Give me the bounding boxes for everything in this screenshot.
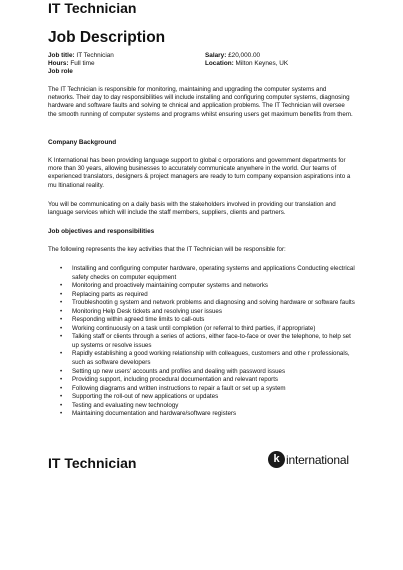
list-item-text: Maintaining documentation and hardware/software registers — [72, 410, 237, 418]
objectives-intro: The following represents the key activities that the IT Technician will be responsible for: — [48, 246, 286, 253]
list-item-text: Providing support, including procedural documentation and relevant reports — [72, 376, 279, 384]
list-item-text: Replacing parts as required — [72, 290, 148, 298]
salary-row — [205, 52, 288, 60]
bullet-icon: • — [60, 299, 63, 307]
list-item-text: Testing and evaluating new technology — [72, 401, 179, 409]
list-item — [60, 265, 357, 282]
list-item-text: Supporting the roll-out of new applications or updates — [72, 393, 219, 401]
list-item-text: Rapidly establishing a good working relationship with colleagues, customers and othe r professionals, such as software developers — [72, 350, 350, 367]
bullet-icon: • — [60, 350, 63, 358]
list-item — [60, 324, 357, 334]
job-title-value: IT Technician — [76, 52, 114, 59]
list-item — [60, 393, 357, 402]
company-background-heading: Company Background — [48, 139, 117, 146]
bullet-icon: • — [60, 282, 63, 290]
list-item — [60, 299, 357, 308]
k-international-logo — [268, 451, 349, 468]
list-item-text: Talking staff or clients through a series of actions, either face-to-face or over the telephone, to help set up systems or resolve issues — [72, 333, 351, 349]
hours-label: Hours: — [48, 60, 69, 68]
job-meta-left — [48, 52, 114, 77]
bullet-icon: • — [60, 265, 63, 272]
salary-value: £20,000.00 — [228, 52, 261, 59]
list-item-text: Monitoring Help Desk tickets and resolving user issues — [72, 307, 222, 315]
bullet-icon: • — [60, 384, 63, 392]
location-row — [205, 60, 288, 68]
list-item — [60, 376, 357, 385]
salary-label: Salary: — [205, 52, 227, 59]
location-value: Milton Keynes, UK — [235, 60, 289, 68]
bullet-icon: • — [60, 367, 63, 375]
list-item — [60, 350, 357, 367]
list-item-text: Following diagrams and written instructions to repair a fault or set up a system — [72, 384, 286, 392]
list-item — [60, 401, 357, 411]
list-item — [60, 307, 357, 317]
list-item-text: Responding within agreed time limits to call-outs — [72, 316, 205, 324]
footer-title: IT Technician — [48, 455, 137, 471]
list-item — [60, 367, 357, 377]
hours-value: Full time — [70, 60, 95, 68]
list-item-text: Monitoring and proactively maintaining computer systems and networks — [72, 282, 269, 290]
job-role-label: Job role — [48, 68, 73, 76]
job-title-row — [48, 52, 114, 60]
location-label: Location: — [205, 60, 234, 68]
job-role-row — [48, 68, 114, 76]
page-title: IT Technician — [48, 0, 137, 16]
bullet-icon: • — [60, 333, 63, 341]
list-item-text: Setting up new users' accounts and profiles and dealing with password issues — [72, 367, 286, 375]
bullet-icon: • — [60, 307, 63, 315]
list-item — [60, 282, 357, 291]
list-item — [60, 290, 357, 300]
bullet-icon: • — [60, 376, 63, 384]
job-title-label: Job title: — [48, 52, 75, 59]
list-item-text: Troubleshootin g system and network problems and diagnosing and solving hardware or software faults — [72, 299, 355, 307]
job-description-heading: Job Description — [48, 29, 166, 46]
logo-text: international — [286, 452, 349, 467]
list-item-text: Working continuously on a task until completion (or referral to third parties, if appropriate) — [72, 324, 316, 332]
hours-row — [48, 60, 114, 68]
company-paragraph-2: You will be communicating on a daily basis with the stakeholders involved in providing our translation and language services which will include the staff members, suppliers, clients and partners. — [48, 201, 336, 217]
bullet-icon: • — [60, 393, 63, 401]
bullet-icon: • — [60, 316, 63, 324]
list-item — [60, 333, 357, 350]
company-paragraph-1: K International has been providing language support to global c orporations and government departments for more than 30 years, allowing businesses to accurately communicate anywhere in the world. Our teams of experienced translators, designers & project managers are ready to turn company expansion aspirations into a mu ltinational reality. — [48, 157, 351, 189]
responsibilities-list — [60, 265, 357, 419]
list-item-text: Installing and configuring computer hardware, operating systems and applications Conducting electrical safety checks on computer equipment — [72, 265, 355, 281]
bullet-icon: • — [60, 401, 63, 409]
objectives-heading: Job objectives and responsibilities — [48, 228, 155, 235]
bullet-icon: • — [60, 324, 63, 332]
bullet-icon: • — [60, 410, 63, 418]
list-item — [60, 316, 357, 325]
job-meta-right — [205, 52, 288, 68]
bullet-icon: • — [60, 290, 63, 298]
logo-k-mark: k — [268, 451, 285, 468]
intro-paragraph: The IT Technician is responsible for monitoring, maintaining and upgrading the computer systems and networks. Their day to day responsibilities will include installing and configuring computer systems, diagnosing hardware and software faults and solving te chnical and application problems. The IT Technician will oversee the smooth running of computer systems and programs whilst ensuring users get maximum benefits from them. — [48, 86, 353, 118]
list-item — [60, 384, 357, 394]
list-item — [60, 410, 357, 419]
